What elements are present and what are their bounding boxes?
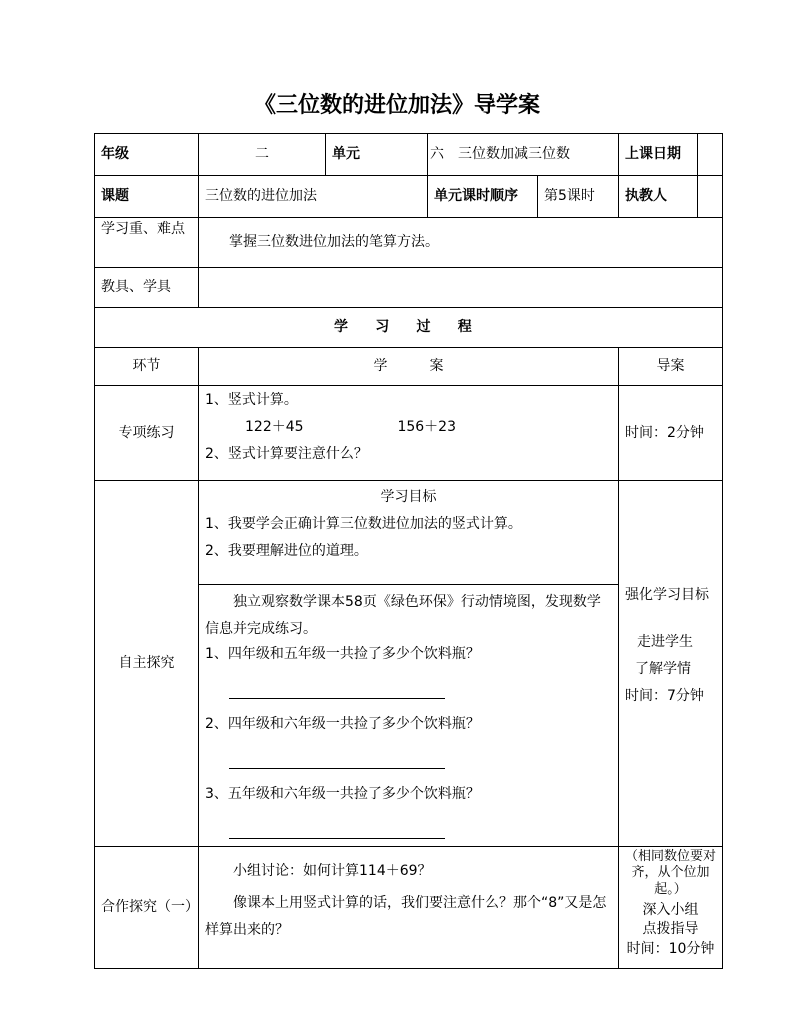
topic-label: 课题 — [95, 176, 199, 218]
header-stage: 环节 — [95, 348, 199, 386]
explore-guide — [619, 481, 723, 847]
explore-guide-3: 了解学情 — [635, 661, 691, 677]
row-section-cooperate — [95, 847, 723, 969]
goal-2: 2、我要理解进位的道理。 — [205, 543, 368, 559]
row-tools — [95, 268, 723, 308]
explore-guide-2: 走进学生 — [637, 634, 693, 650]
practice-stage: 专项练习 — [95, 386, 199, 481]
goals-block — [199, 481, 618, 585]
cooperate-guide-1: （相同数位要对齐，从个位加起。） — [624, 849, 716, 897]
answer-line-3[interactable] — [229, 837, 445, 839]
cooperate-line2: 像课本上用竖式计算的话，我们要注意什么？那个“8”又是怎样算出来的？ — [205, 895, 607, 938]
process-title: 学 习 过 程 — [95, 308, 723, 348]
tools-label: 教具、学具 — [95, 268, 199, 308]
practice-content — [199, 386, 619, 481]
date-label-cell: 上课日期 — [619, 134, 698, 175]
goal-1: 1、我要学会正确计算三位数进位加法的竖式计算。 — [205, 516, 522, 532]
document-title: 《三位数的进位加法》导学案 — [253, 92, 540, 118]
practice-guide: 时间：2分钟 — [619, 386, 723, 481]
row-section-practice — [95, 386, 723, 481]
question-1: 1、四年级和五年级一共捡了多少个饮料瓶？ — [205, 646, 480, 663]
tools-value — [199, 268, 723, 308]
explore-content — [199, 481, 619, 847]
cooperate-guide-4: 时间：10分钟 — [626, 940, 715, 957]
cooperate-stage: 合作探究（一） — [95, 847, 199, 969]
answer-line-2[interactable] — [229, 767, 445, 769]
cooperate-content — [199, 847, 619, 969]
cooperate-line1: 小组讨论：如何计算114＋69？ — [233, 863, 432, 880]
grade-label: 年级 — [95, 134, 199, 176]
goal-title: 学习目标 — [380, 489, 437, 505]
cooperate-guide-2: 深入小组 — [642, 901, 699, 918]
row-process-title — [95, 308, 723, 348]
explore-stage: 自主探究 — [95, 481, 199, 847]
key-points-value: 掌握三位数进位加法的笔算方法。 — [199, 218, 723, 268]
grade-value: 二 — [199, 134, 326, 176]
explore-guide-4: 时间：7分钟 — [625, 688, 704, 704]
tasks-block — [199, 585, 618, 846]
cooperate-guide-3: 点拨指导 — [642, 921, 699, 938]
cooperate-guide — [619, 847, 723, 969]
practice-line2: 2、竖式计算要注意什么？ — [205, 446, 368, 462]
explore-intro: 独立观察数学课本58页《绿色环保》行动情境图，发现数学信息并完成练习。 — [205, 594, 601, 637]
row-key-points — [95, 218, 723, 268]
row-headers — [95, 348, 723, 386]
expr-b: 156＋23 — [397, 419, 456, 435]
row-section-explore — [95, 481, 723, 847]
expr-a: 122＋45 — [245, 419, 304, 435]
header-guide: 导案 — [619, 348, 723, 386]
order-label: 单元课时顺序 — [428, 176, 538, 218]
practice-line1: 1、竖式计算。 — [205, 392, 298, 408]
key-points-label: 学习重、难点 — [95, 218, 199, 268]
unit-label: 单元 — [332, 146, 360, 162]
topic-value: 三位数的进位加法 — [199, 176, 428, 218]
question-2: 2、四年级和六年级一共捡了多少个饮料瓶？ — [205, 716, 480, 733]
answer-line-1[interactable] — [229, 697, 445, 699]
lesson-plan-table — [94, 133, 723, 969]
row-grade-unit — [95, 134, 723, 176]
unit-value: 六 三位数加减三位数 — [428, 134, 619, 176]
question-3: 3、五年级和六年级一共捡了多少个饮料瓶？ — [205, 786, 480, 803]
teacher-label: 执教人 — [619, 176, 698, 217]
row-topic — [95, 176, 723, 218]
header-plan: 学 案 — [199, 348, 619, 386]
explore-guide-1: 强化学习目标 — [625, 587, 709, 603]
order-value: 第5课时 — [538, 176, 619, 218]
